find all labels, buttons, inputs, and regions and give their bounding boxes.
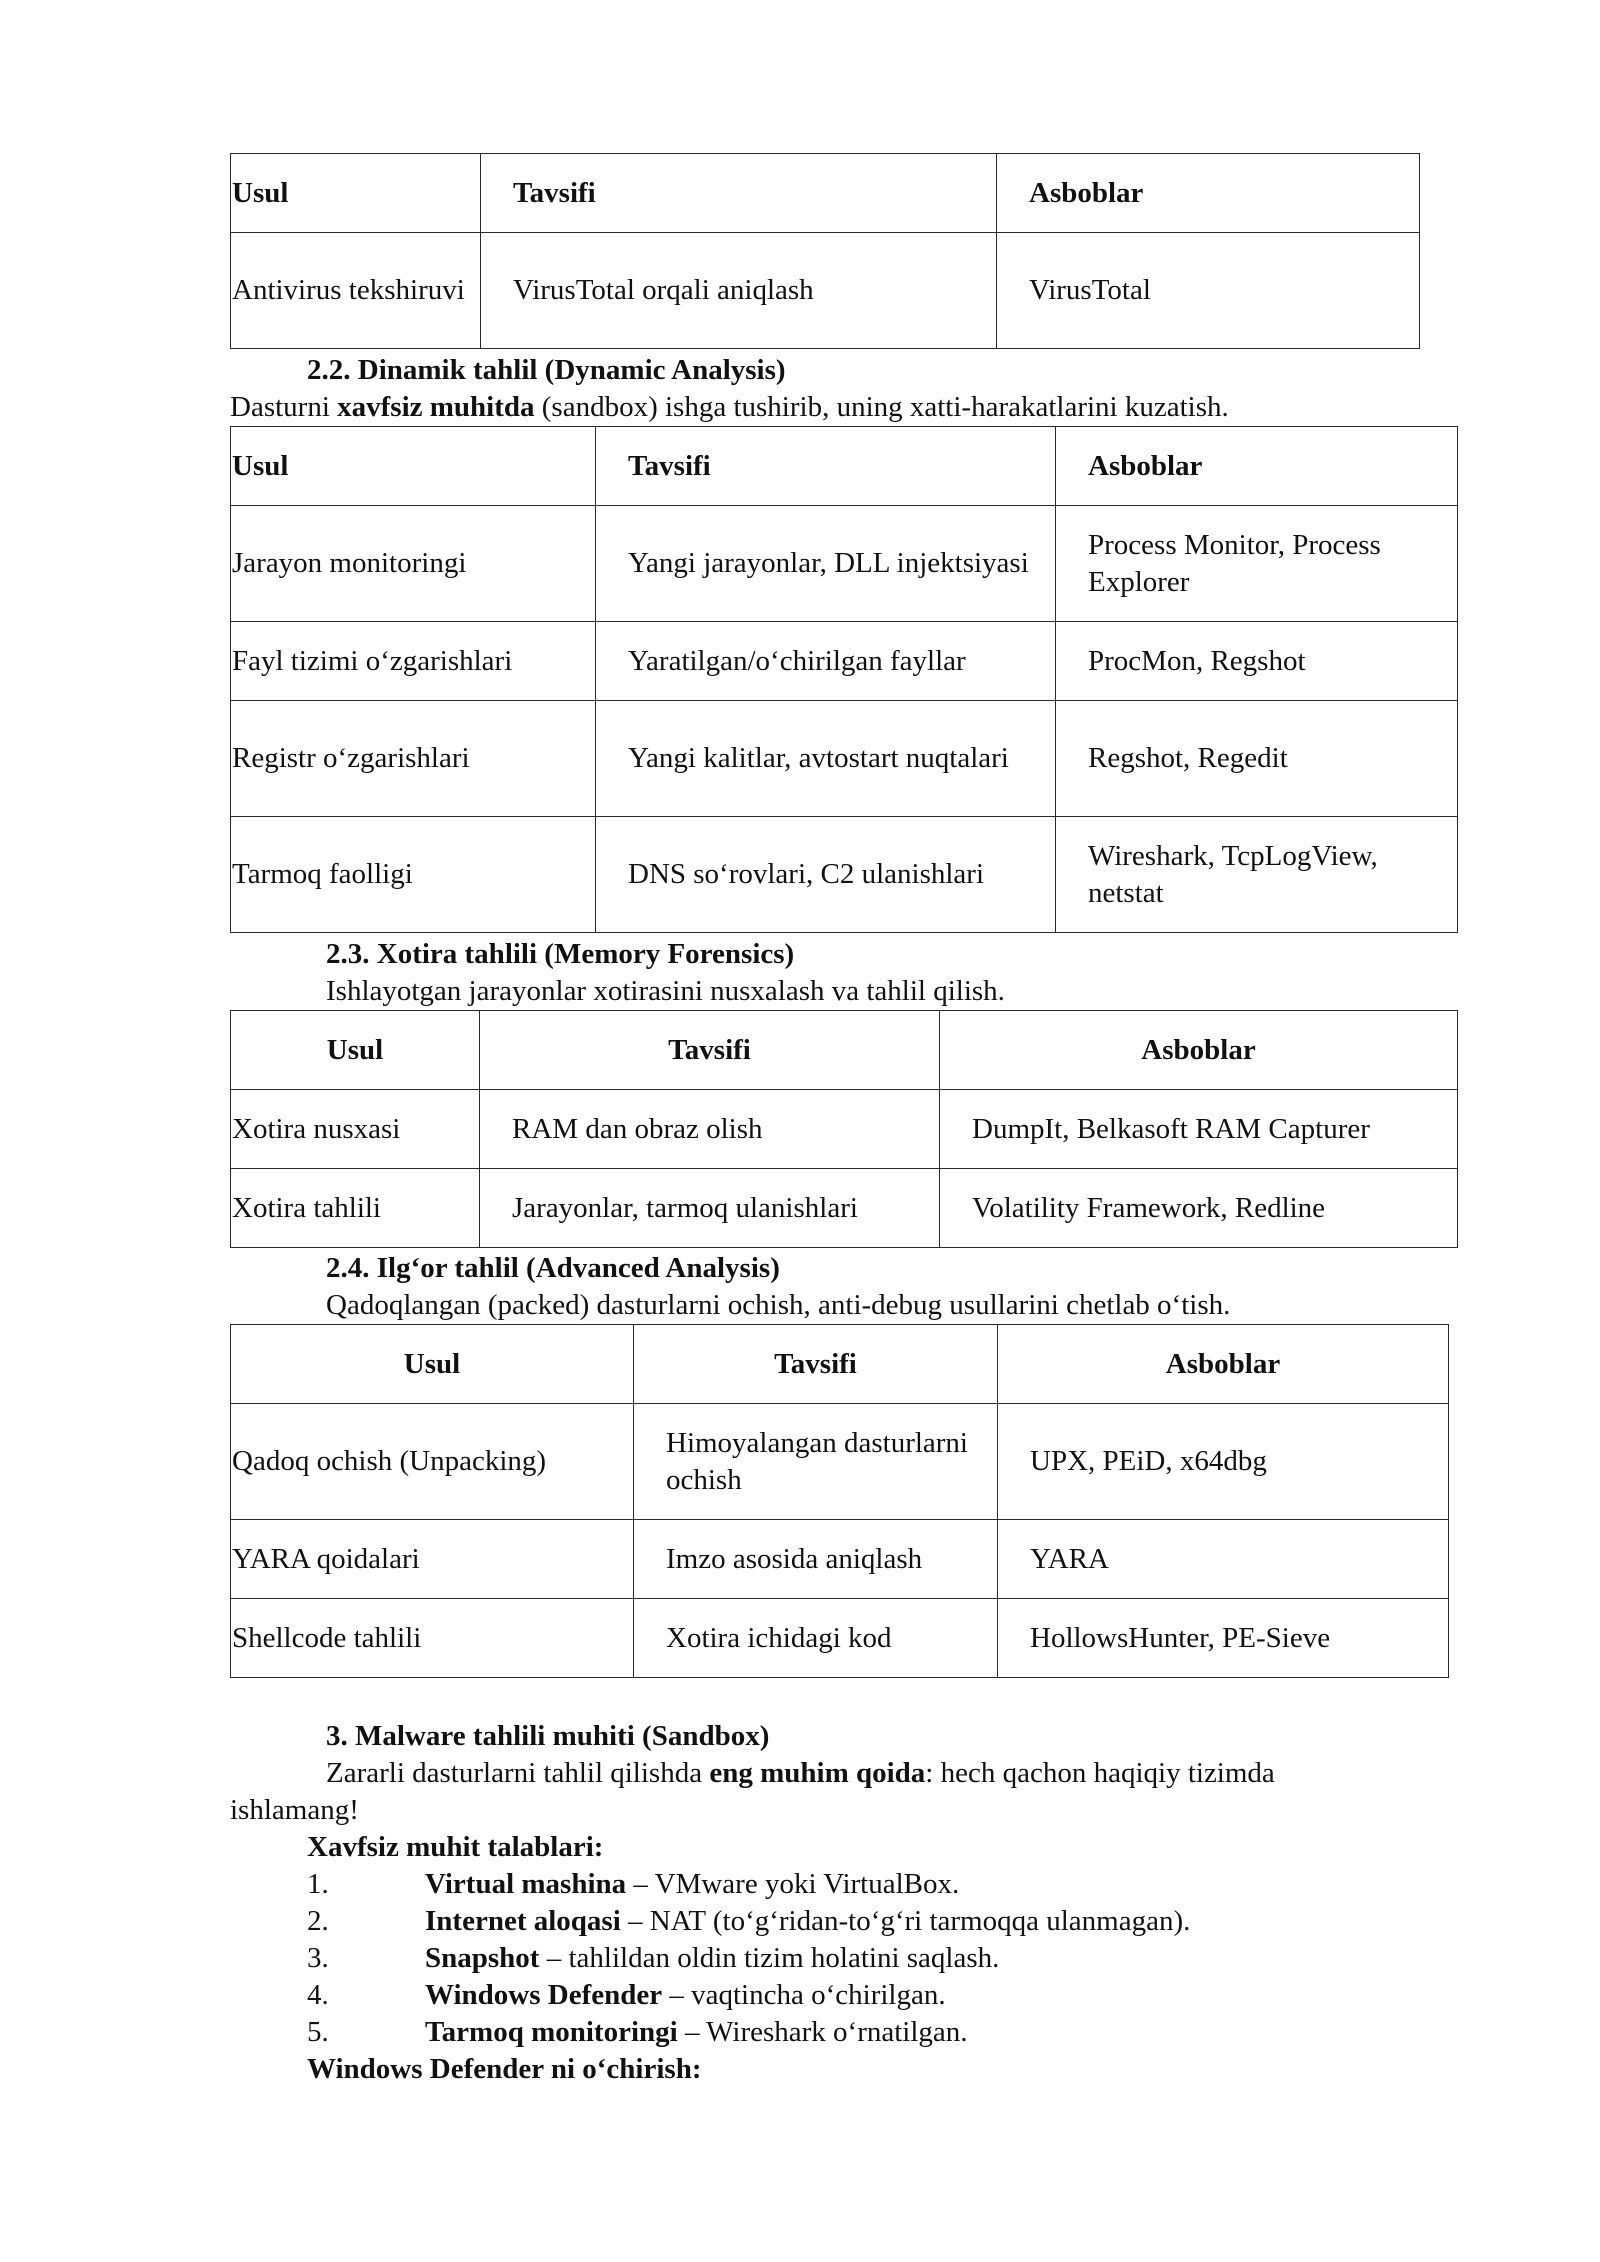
table-row	[231, 622, 1458, 701]
list-description: – VMware yoki VirtualBox.	[626, 1868, 960, 1900]
list-term: Snapshot	[425, 1942, 540, 1974]
list-description: – tahlildan oldin tizim holatini saqlash.	[539, 1942, 1000, 1974]
list-term: Tarmoq monitoringi	[425, 2016, 678, 2048]
section-heading-dynamic-analysis: 2.2. Dinamik tahlil (Dynamic Analysis)	[307, 354, 786, 386]
column-header-usul: Usul	[231, 1325, 634, 1404]
cell-tools: HollowsHunter, PE-Sieve	[998, 1599, 1449, 1678]
section-heading-memory-forensics: 2.3. Xotira tahlili (Memory Forensics)	[326, 938, 795, 970]
column-header-tavsifi: Tavsifi	[634, 1325, 998, 1404]
methods-table-advanced	[230, 1324, 1449, 1678]
list-number: 4.	[307, 1979, 329, 2011]
column-header-tavsifi: Tavsifi	[481, 154, 997, 233]
list-number: 1.	[307, 1868, 329, 1900]
list-text	[425, 1977, 946, 2014]
methods-table-static	[230, 153, 1420, 349]
column-header-asboblar: Asboblar	[1056, 427, 1458, 506]
column-header-tavsifi: Tavsifi	[480, 1011, 940, 1090]
intro-text: Dasturni	[230, 391, 338, 423]
list-text	[425, 1940, 999, 1977]
column-header-usul: Usul	[231, 1011, 480, 1090]
methods-table-dynamic	[230, 426, 1458, 933]
cell-tools: Volatility Framework, Redline	[940, 1169, 1458, 1248]
list-text	[425, 1866, 959, 1903]
methods-table-memory	[230, 1010, 1458, 1248]
cell-method: Xotira nusxasi	[231, 1090, 480, 1169]
cell-method: YARA qoidalari	[231, 1520, 634, 1599]
cell-tools: YARA	[998, 1520, 1449, 1599]
cell-method: Fayl tizimi o‘zgarishlari	[231, 622, 596, 701]
cell-description: Himoyalangan dasturlarni ochish	[634, 1404, 998, 1520]
cell-description: Jarayonlar, tarmoq ulanishlari	[480, 1169, 940, 1248]
cell-method: Tarmoq faolligi	[231, 817, 596, 933]
section-intro-advanced-analysis: Qadoqlangan (packed) dasturlarni ochish, anti-debug usullarini chetlab o‘tish.	[326, 1289, 1231, 1321]
section-heading-sandbox: 3. Malware tahlili muhiti (Sandbox)	[326, 1720, 770, 1752]
cell-tools: UPX, PEiD, x64dbg	[998, 1404, 1449, 1520]
cell-tools: VirusTotal	[997, 233, 1420, 349]
cell-description: RAM dan obraz olish	[480, 1090, 940, 1169]
table-row	[231, 506, 1458, 622]
list-number: 2.	[307, 1905, 329, 1937]
table-row	[231, 1169, 1458, 1248]
requirements-heading: Xavfsiz muhit talablari:	[307, 1831, 604, 1863]
cell-tools: DumpIt, Belkasoft RAM Capturer	[940, 1090, 1458, 1169]
list-number: 3.	[307, 1942, 329, 1974]
list-text	[425, 2014, 968, 2051]
table-row	[231, 1090, 1458, 1169]
intro-text-continued: (sandbox) ishga tushirib, uning xatti-harakatlarini kuzatish.	[534, 391, 1229, 423]
cell-method: Registr o‘zgarishlari	[231, 701, 596, 817]
cell-method: Xotira tahlili	[231, 1169, 480, 1248]
defender-heading: Windows Defender ni o‘chirish:	[307, 2053, 702, 2085]
list-description: – NAT (to‘g‘ridan-to‘g‘ri tarmoqqa ulanmagan).	[620, 1905, 1191, 1937]
cell-tools: Process Monitor, Process Explorer	[1056, 506, 1458, 622]
column-header-asboblar: Asboblar	[997, 154, 1420, 233]
cell-description: VirusTotal orqali aniqlash	[481, 233, 997, 349]
column-header-asboblar: Asboblar	[940, 1011, 1458, 1090]
list-description: – vaqtincha o‘chirilgan.	[662, 1979, 946, 2011]
list-number: 5.	[307, 2016, 329, 2048]
section-intro-sandbox-continued: ishlamang!	[230, 1794, 359, 1826]
cell-description: Yangi jarayonlar, DLL injektsiyasi	[596, 506, 1056, 622]
table-row	[231, 1520, 1449, 1599]
list-term: Windows Defender	[425, 1979, 663, 2011]
intro-text: Zararli dasturlarni tahlil qilishda	[326, 1757, 710, 1789]
intro-emphasis: eng muhim qoida	[709, 1757, 926, 1789]
table-row	[231, 817, 1458, 933]
list-term: Internet aloqasi	[425, 1905, 621, 1937]
cell-method: Jarayon monitoringi	[231, 506, 596, 622]
cell-description: Yangi kalitlar, avtostart nuqtalari	[596, 701, 1056, 817]
table-row	[231, 1599, 1449, 1678]
intro-text-continued: : hech qachon haqiqiy tizimda	[925, 1757, 1275, 1789]
section-intro-memory-forensics: Ishlayotgan jarayonlar xotirasini nusxalash va tahlil qilish.	[326, 975, 1005, 1007]
list-term: Virtual mashina	[425, 1868, 627, 1900]
column-header-tavsifi: Tavsifi	[596, 427, 1056, 506]
cell-description: Yaratilgan/o‘chirilgan fayllar	[596, 622, 1056, 701]
table-row	[231, 233, 1420, 349]
section-heading-advanced-analysis: 2.4. Ilg‘or tahlil (Advanced Analysis)	[326, 1252, 780, 1284]
list-text	[425, 1903, 1190, 1940]
column-header-usul: Usul	[231, 427, 596, 506]
column-header-usul: Usul	[231, 154, 481, 233]
cell-method: Qadoq ochish (Unpacking)	[231, 1404, 634, 1520]
section-intro-sandbox	[326, 1755, 1275, 1792]
cell-description: Xotira ichidagi kod	[634, 1599, 998, 1678]
list-description: – Wireshark o‘rnatilgan.	[677, 2016, 968, 2048]
cell-tools: ProcMon, Regshot	[1056, 622, 1458, 701]
cell-description: DNS so‘rovlari, C2 ulanishlari	[596, 817, 1056, 933]
table-row	[231, 1404, 1449, 1520]
cell-description: Imzo asosida aniqlash	[634, 1520, 998, 1599]
cell-method: Shellcode tahlili	[231, 1599, 634, 1678]
column-header-asboblar: Asboblar	[998, 1325, 1449, 1404]
section-intro-dynamic-analysis	[230, 389, 1229, 426]
cell-tools: Regshot, Regedit	[1056, 701, 1458, 817]
cell-tools: Wireshark, TcpLogView, netstat	[1056, 817, 1458, 933]
cell-method: Antivirus tekshiruvi	[231, 233, 481, 349]
intro-emphasis: xavfsiz muhitda	[337, 391, 535, 423]
table-row	[231, 701, 1458, 817]
